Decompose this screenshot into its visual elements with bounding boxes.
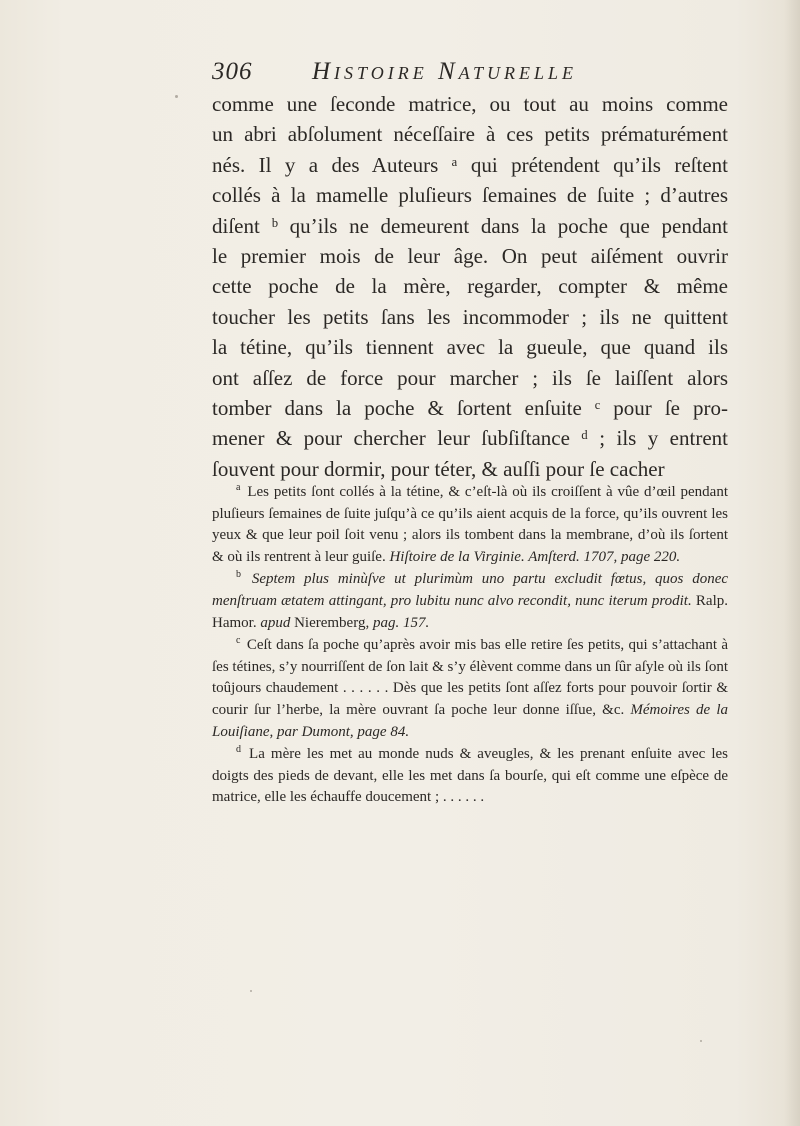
footnote-text: Septem plus minùſve ut plurimùm uno partu excludit fœtus, quos donec menſtruam ætatem attingant, pro lubitu nunc alvo recondit, nunc iterum prodit. (212, 571, 729, 609)
footnote-source: pag. 157. (372, 614, 430, 631)
text-line: comme une ſeconde matrice, ou tout au moins comme (212, 92, 728, 116)
text-line: nés. Il y a des Auteurs ᵃ qui prétendent qu’ils reſtent (212, 152, 728, 177)
text-line: un abri abſolument néceſſaire à ces petits prématurément (212, 122, 728, 147)
text-line: tomber dans la poche & ſortent enſuite ᶜ pour ſe pro- (212, 396, 728, 421)
footnote-mark: c (236, 635, 241, 647)
footnotes (212, 482, 728, 809)
paper-speck (700, 1040, 702, 1042)
footnote-a (212, 482, 728, 568)
footnote-b (212, 569, 728, 634)
text-line: cette poche de la mère, regarder, compter & même (212, 274, 728, 299)
footnote-mark: b (236, 569, 241, 581)
paper-speck (175, 95, 178, 98)
text-line: le premier mois de leur âge. On peut aiſément ouvrir (212, 244, 728, 269)
main-text (212, 89, 728, 484)
text-line: toucher les petits ſans les incommoder ; ils ne quittent (212, 304, 728, 329)
footnote-mark: d (236, 744, 241, 756)
text-line: mener & pour chercher leur ſubſiſtance ᵈ ; ils y entrent (212, 426, 728, 451)
footnote-source: Hiſtoire de la Virginie. Amſterd. 1707, page 220. (389, 548, 681, 565)
footnote-d (212, 744, 728, 809)
footnote-text: Ceſt dans ſa poche qu’après avoir mis bas elle retire ſes petits, qui s’attachant à ſes tétines, s’y nourriſſent de ſon lait & s’y élèvent comme dans un ſûr aſyle où ils ſont toûjours chaudement . . . . . . Dès que les petits ſont aſſez forts pour pouvoir ſortir & courir ſur l’herbe, la mère ouvrant ſa poche leur donne iſſue, &c. (212, 637, 728, 718)
page-number: 306 (212, 58, 253, 85)
text-line: ſouvent pour dormir, pour téter, & auſſi pour ſe cacher (212, 456, 665, 481)
text-line: la tétine, qu’ils tiennent avec la gueule, que quand ils (212, 335, 728, 360)
text-line: ont aſſez de force pour marcher ; ils ſe laiſſent alors (212, 365, 728, 390)
footnote-c (212, 635, 728, 743)
page-edge-shadow (784, 0, 800, 1126)
footnote-source: Nieremberg, (294, 614, 370, 631)
footnote-text: Les petits ſont collés à la tétine, & c’eſt-là où ils croiſſent à vûe d’œil pendant pluſieurs ſemaines de ſuite juſqu’à ce qu’ils aient acquis de la force, qu’ils ouvrent les yeux & que leur poil ſoit venu ; alors ils tombent dans la membrane, d’où ils ſortent & où ils rentrent à leur guiſe. (212, 484, 729, 565)
footnote-source: Mémoires de la Louiſiane, par Dumont, page 84. (212, 701, 728, 740)
text-line: diſent ᵇ qu’ils ne demeurent dans la poche que pendant (212, 213, 728, 238)
paper-speck (250, 990, 252, 992)
running-title: Histoire Naturelle (312, 58, 577, 85)
footnote-source: apud (260, 614, 291, 631)
footnote-mark: a (236, 482, 241, 493)
text-line: collés à la mamelle pluſieurs ſemaines de ſuite ; d’autres (212, 183, 728, 208)
footnote-text: La mère les met au monde nuds & aveugles, & les prenant enſuite avec les doigts des pieds de devant, elle les met dans ſa bourſe, qui eſt comme une eſpèce de matrice, elle les échauffe doucement ; . . . . . . (212, 746, 729, 806)
page-header (212, 58, 732, 92)
footnote-source: Ralp. Hamor. (212, 592, 728, 631)
